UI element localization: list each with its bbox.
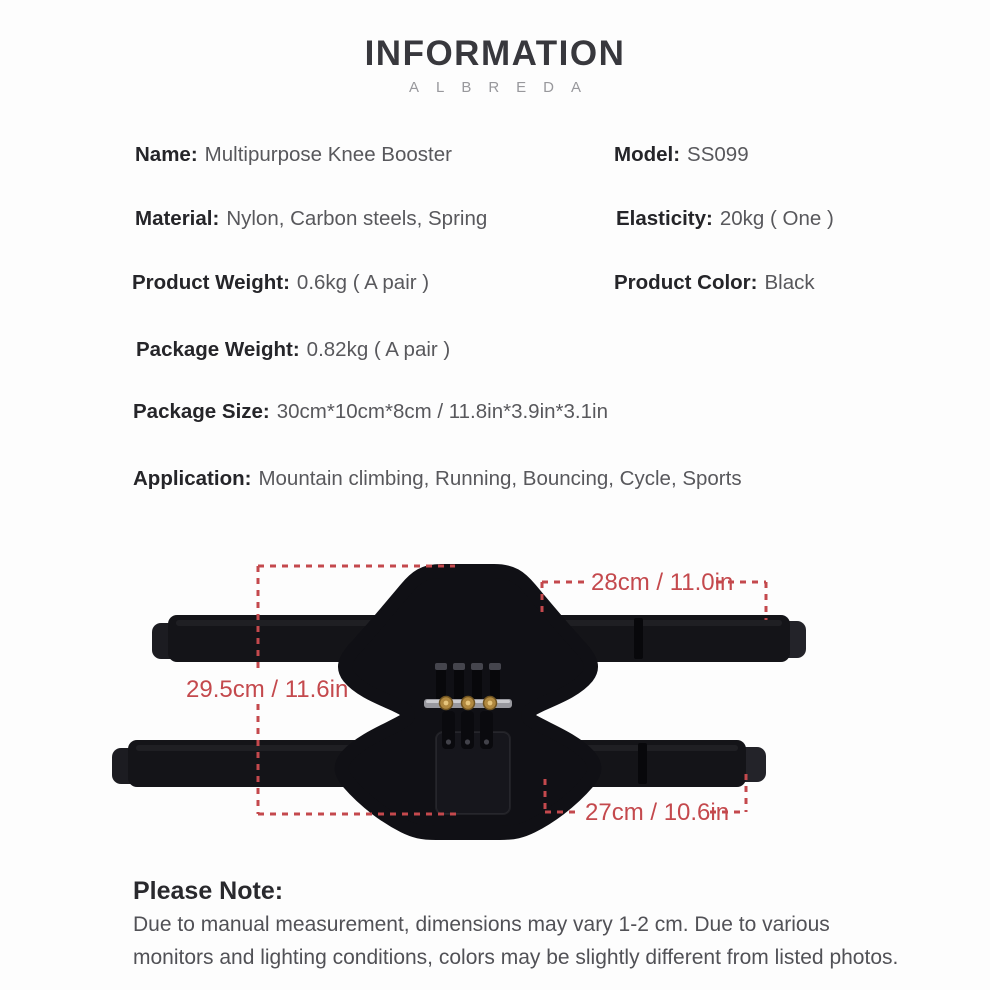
spec-row-product-color — [614, 270, 815, 296]
spec-row-application — [133, 466, 742, 492]
dimension-top-strap-label: 28cm / 11.0in — [591, 569, 734, 596]
note-line-1: Due to manual measurement, dimensions may vary 1-2 cm. Due to various — [133, 913, 830, 936]
spec-row-package-weight — [136, 337, 450, 363]
knee-booster-figure — [0, 540, 990, 870]
spec-value: Mountain climbing, Running, Bouncing, Cycle, Sports — [258, 467, 742, 490]
dimension-bottom-strap-label: 27cm / 10.6in — [585, 799, 730, 826]
spec-label: Application: — [133, 467, 252, 490]
spec-value: 30cm*10cm*8cm / 11.8in*3.9in*3.1in — [276, 400, 608, 423]
note-line-2: monitors and lighting conditions, colors may be slightly different from listed photos. — [133, 946, 899, 969]
spec-value: Nylon, Carbon steels, Spring — [226, 207, 488, 230]
spec-label: Name: — [135, 143, 198, 166]
dimension-height-label: 29.5cm / 11.6in — [186, 676, 349, 703]
spec-label: Package Size: — [133, 400, 270, 423]
brand-subtitle: ALBREDA — [408, 79, 599, 96]
spec-row-package-size — [133, 399, 608, 425]
note-title: Please Note: — [133, 877, 284, 905]
spec-value: 0.6kg ( A pair ) — [296, 271, 430, 294]
spec-label: Model: — [614, 143, 681, 166]
spec-row-model — [614, 142, 749, 168]
page-title: INFORMATION — [364, 34, 626, 73]
spec-label: Product Weight: — [132, 271, 290, 294]
spec-value: Multipurpose Knee Booster — [204, 143, 452, 166]
spec-value: SS099 — [687, 143, 749, 166]
spec-value: 20kg ( One ) — [719, 207, 834, 230]
spec-value: 0.82kg ( A pair ) — [306, 338, 451, 361]
note-body — [133, 908, 898, 974]
spec-row-name — [135, 142, 452, 168]
spec-value: Black — [764, 271, 815, 294]
spec-label: Material: — [135, 207, 220, 230]
spec-label: Product Color: — [614, 271, 758, 294]
spec-row-material — [135, 206, 487, 232]
spec-row-product-weight — [132, 270, 429, 296]
spec-row-elasticity — [616, 206, 834, 232]
spec-label: Elasticity: — [616, 207, 713, 230]
spec-label: Package Weight: — [136, 338, 300, 361]
